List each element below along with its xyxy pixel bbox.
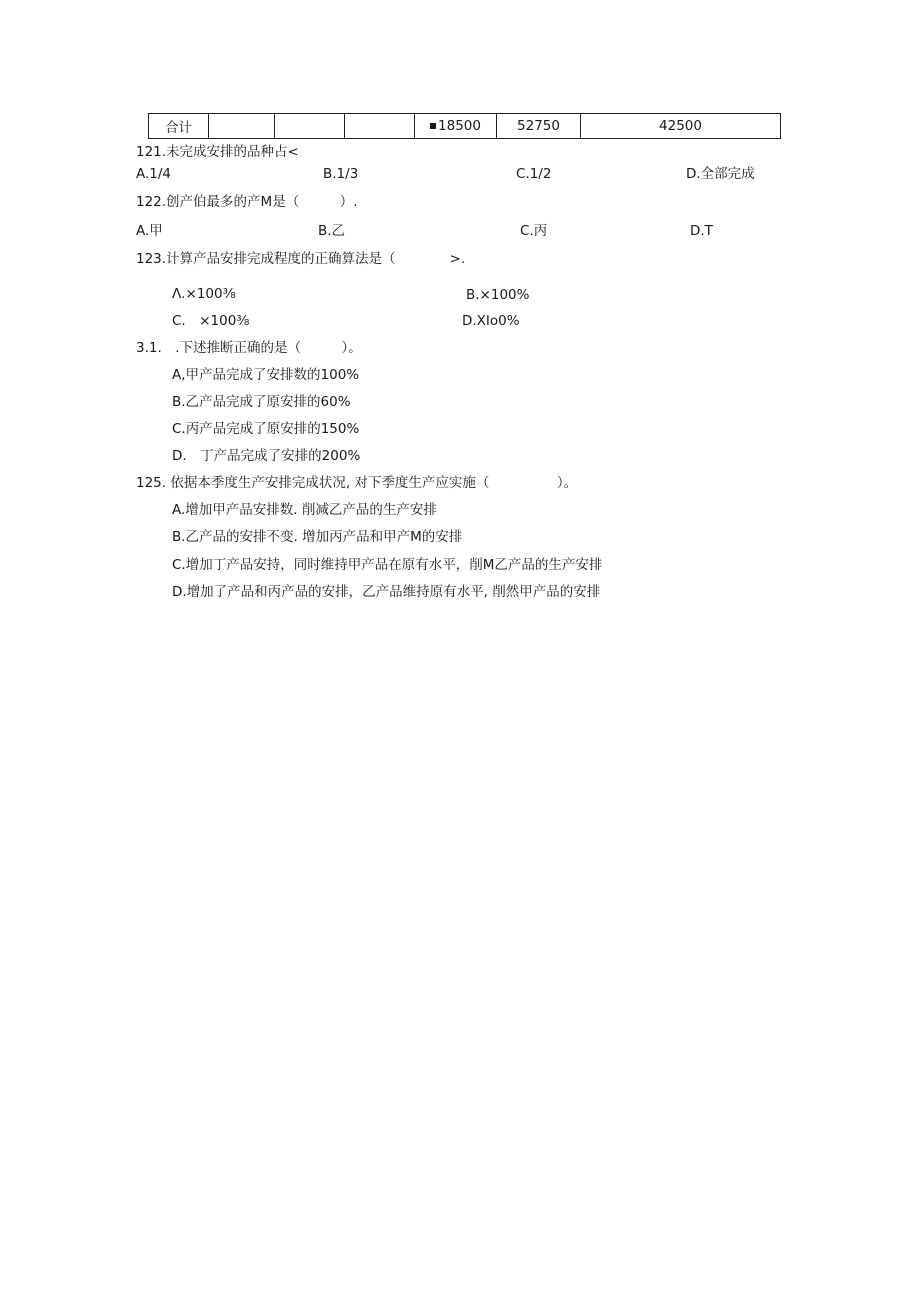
- question-121-option-c: C.1/2: [516, 166, 552, 182]
- question-125-option-b: B.乙产品的安排不变. 增加丙产品和甲产M的安排: [172, 529, 463, 545]
- question-125-option-a: A.增加甲产品安排数. 削减乙产品的生产安排: [172, 502, 437, 518]
- question-123-option-c: C. ×100⅜: [172, 313, 250, 329]
- total-value-1: [415, 114, 497, 139]
- question-122-option-a: A.甲: [136, 223, 163, 239]
- question-123-option-d: D.XIo0%: [462, 313, 520, 329]
- question-124-option-b: B.乙产品完成了原安排的60%: [172, 394, 351, 410]
- total-label: 合计: [149, 114, 209, 139]
- empty-cell: [275, 114, 345, 139]
- question-124-option-a: A,甲产品完成了安排数的100%: [172, 367, 360, 383]
- question-124-stem: 3.1. .下述推断正确的是（ ）。: [136, 340, 362, 356]
- question-122-stem: 122.创产伯最多的产M是（ ）.: [136, 194, 358, 210]
- summary-table: [148, 113, 781, 139]
- question-124-option-c: C.丙产品完成了原安排的150%: [172, 421, 360, 437]
- total-value-2: 52750: [497, 114, 581, 139]
- question-124-option-d: D. 丁产品完成了安排的200%: [172, 448, 361, 464]
- total-value-1-text: 18500: [438, 118, 481, 134]
- empty-cell: [345, 114, 415, 139]
- question-123-stem: 123.计算产品安排完成程度的正确算法是（ >.: [136, 251, 466, 267]
- question-125-option-d: D.增加了产品和丙产品的安排，乙产品维持原有水平, 削然甲产品的安排: [172, 584, 601, 600]
- question-123-option-a: Λ.×100⅜: [172, 286, 236, 302]
- question-125-option-c: C.增加丁产品安持，同时维持甲产品在原有水平，削M乙产品的生产安排: [172, 557, 603, 573]
- question-122-option-c: C.丙: [520, 223, 548, 239]
- question-123-option-b: B.×100%: [466, 287, 530, 303]
- total-value-3: 42500: [581, 114, 781, 139]
- question-121-option-b: B.1/3: [323, 166, 359, 182]
- question-125-stem: 125. 依据本季度生产安排完成状况, 对下季度生产应实施（ ）。: [136, 475, 578, 491]
- question-121-stem: 121.未完成安排的品种占<: [136, 144, 299, 160]
- question-121-option-d: D.全部完成: [686, 166, 755, 182]
- square-marker-icon: [430, 123, 436, 129]
- total-row: [149, 114, 781, 139]
- question-121-option-a: A.1/4: [136, 166, 172, 182]
- question-122-option-d: D.T: [690, 223, 713, 239]
- question-122-option-b: B.乙: [318, 223, 346, 239]
- empty-cell: [209, 114, 275, 139]
